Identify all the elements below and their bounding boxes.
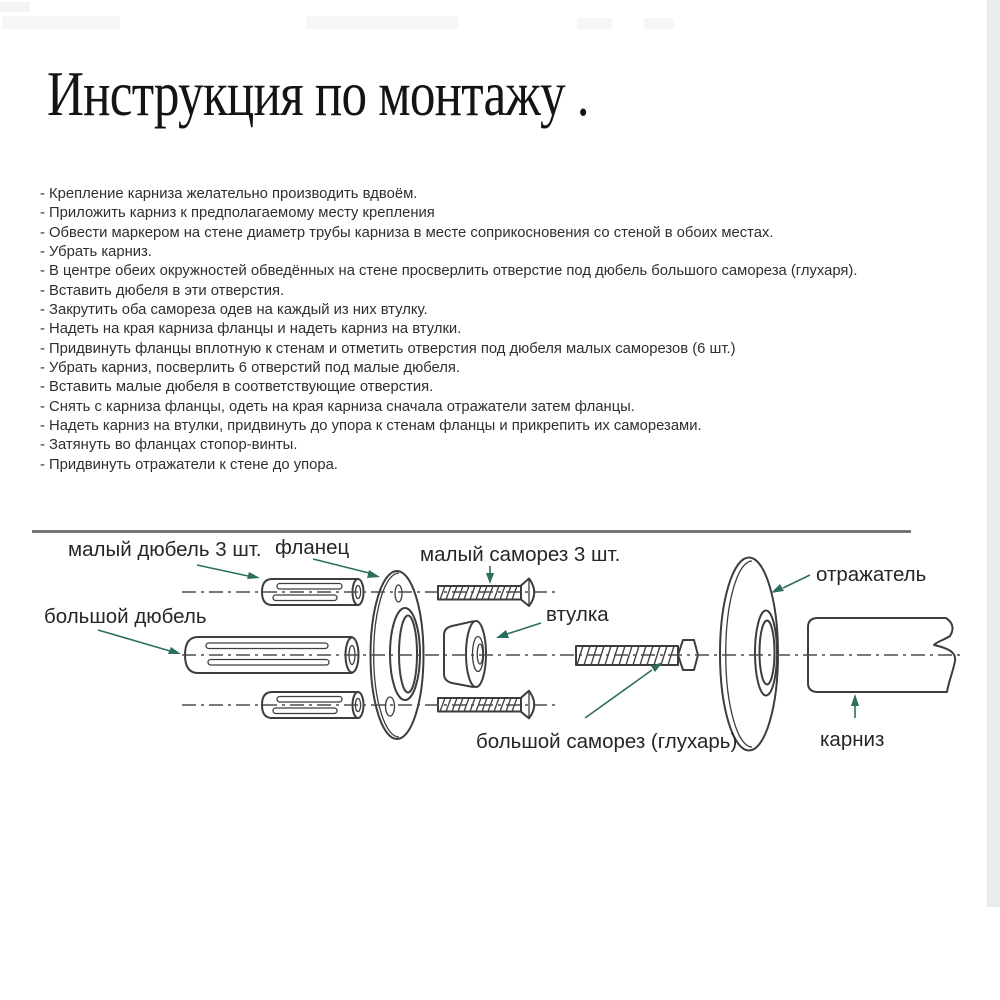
scan-artifact bbox=[0, 2, 30, 12]
right-edge-strip bbox=[987, 0, 1000, 907]
label-small-screw: малый саморез 3 шт. bbox=[420, 543, 621, 566]
big-screw-pointer-arrow bbox=[585, 662, 663, 718]
assembly-diagram bbox=[0, 500, 1000, 800]
instruction-line: - Вставить дюбеля в эти отверстия. bbox=[40, 282, 285, 299]
instruction-line: - Приложить карниз к предполагаемому месту крепления bbox=[40, 205, 435, 222]
instruction-line: - Надеть на края карниза фланцы и надеть карниз на втулки. bbox=[40, 321, 462, 338]
label-bushing: втулка bbox=[546, 603, 609, 626]
instruction-line: - Снять с карниза фланцы, одеть на края карниза сначала отражатели затем фланцы. bbox=[40, 398, 635, 415]
label-big-screw: большой саморез (глухарь) bbox=[476, 730, 738, 753]
small-screw-pointer-arrow bbox=[486, 566, 494, 584]
scan-artifact bbox=[644, 18, 674, 29]
reflector-pointer-arrow bbox=[771, 575, 810, 593]
instruction-line: - Надеть карниз на втулки, придвинуть до упора к стенам фланцы и прикрепить их саморезами. bbox=[40, 418, 702, 435]
instruction-line: - Придвинуть отражатели к стене до упора. bbox=[40, 456, 338, 473]
instruction-line: - В центре обеих окружностей обведённых на стене просверлить отверстие под дюбель большого самореза (глухаря). bbox=[40, 263, 858, 280]
scan-artifact bbox=[306, 16, 458, 29]
scan-artifact bbox=[577, 18, 612, 29]
instruction-line: - Крепление карниза желательно производить вдвоём. bbox=[40, 186, 418, 202]
flange-pointer-arrow bbox=[313, 559, 380, 578]
instruction-line: - Вставить малые дюбеля в соответствующие отверстия. bbox=[40, 379, 434, 396]
scan-artifact bbox=[2, 16, 120, 29]
instruction-line: - Затянуть во фланцах стопор-винты. bbox=[40, 437, 298, 454]
label-cornice: карниз bbox=[820, 728, 885, 751]
instruction-line: - Обвести маркером на стене диаметр трубы карниза в месте соприкосновения со стеной в обоих местах. bbox=[40, 224, 774, 241]
label-flange: фланец bbox=[275, 536, 350, 559]
instruction-line: - Закрутить оба самореза одев на каждый из них втулку. bbox=[40, 302, 428, 319]
bushing-pointer-arrow bbox=[496, 623, 541, 638]
cornice-pointer-arrow bbox=[851, 694, 859, 718]
instruction-list bbox=[40, 185, 857, 475]
reflector-shape bbox=[720, 558, 778, 751]
instruction-line: - Придвинуть фланцы вплотную к стенам и отметить отверстия под дюбеля малых саморезов (6 шт.) bbox=[40, 340, 736, 357]
instruction-line: - Убрать карниз. bbox=[40, 244, 152, 261]
label-small-dowel: малый дюбель 3 шт. bbox=[68, 538, 262, 561]
label-reflector: отражатель bbox=[816, 563, 927, 586]
bushing-shape bbox=[444, 621, 486, 687]
instruction-line: - Убрать карниз, посверлить 6 отверстий под малые дюбеля. bbox=[40, 360, 461, 377]
label-big-dowel: большой дюбель bbox=[44, 605, 207, 628]
small-dowel-pointer-arrow bbox=[197, 565, 260, 579]
page-title: Инструкция по монтажу . bbox=[47, 58, 589, 129]
big-dowel-pointer-arrow bbox=[98, 630, 181, 654]
